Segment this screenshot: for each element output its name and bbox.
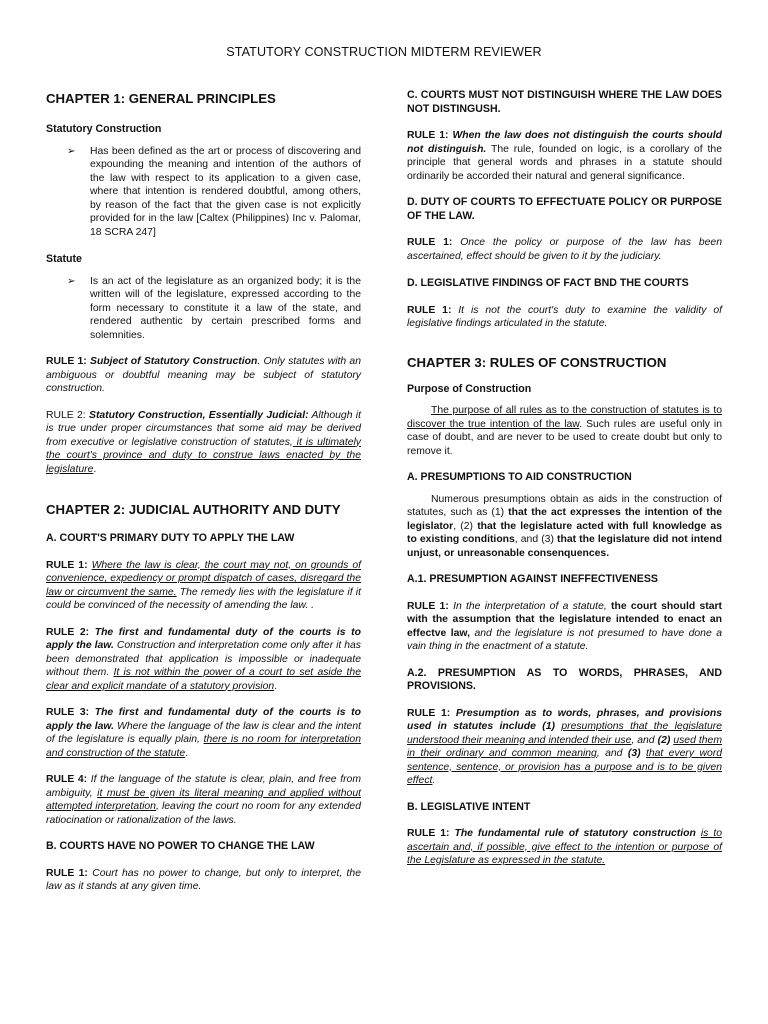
ch2-rule-4: RULE 4: If the language of the statute is clear, plain, and free from ambiguity, it must be given its literal meaning and applied without attempted interpretation, leaving the court no room for any extended ratiocination or rationalization of the laws. bbox=[46, 774, 361, 826]
arrow-bullet-icon: ➢ bbox=[67, 145, 76, 157]
ch3-section-a-heading: A. PRESUMPTIONS TO AID CONSTRUCTION bbox=[407, 471, 632, 483]
right-column bbox=[407, 84, 722, 868]
statutory-construction-heading: Statutory Construction bbox=[46, 123, 162, 135]
ch2-rule-3: RULE 3: The first and fundamental duty of the courts is to apply the law. Where the language of the law is clear and the intent of the legislature is equally plain, there is no room for interpretation and construction of the statute. bbox=[46, 707, 362, 759]
ch2-section-d-heading: D. DUTY OF COURTS TO EFFECTUATE POLICY OR PURPOSE OF THE LAW. bbox=[407, 196, 722, 222]
ch2-section-d2-heading: D. LEGISLATIVE FINDINGS OF FACT BND THE COURTS bbox=[407, 277, 689, 289]
ch3-section-a-text: Numerous presumptions obtain as aids in the construction of statutes, such as (1) that the act expresses the intention of the legislator, (2) that the legislature acted with full knowledge as to existing conditions, and (3) that the legislature did not intend unjust, or unreasonable consenquences. bbox=[407, 493, 722, 559]
ch3-section-b-heading: B. LEGISLATIVE INTENT bbox=[407, 800, 531, 813]
ch2-rule-1: RULE 1: Where the law is clear, the court may not, on grounds of convenience, expediency or prompt dispatch of cases, disregard the law or circumvent the same. The remedy lies with the legislature if it could be convinced of the necessity of amending the law. . bbox=[46, 559, 361, 611]
ch3-section-a2-rule-1: RULE 1: Presumption as to words, phrases, and provisions used in statutes include (1) presumptions that the legislature understood their meaning and intended their use, and (2) used them in their ordinary and common meaning, and (3) that every word sentence, sentence, or provision has a purpose and is to be given effect. bbox=[407, 707, 722, 786]
ch3-section-b-rule-1: RULE 1: The fundamental rule of statutory construction is to ascertain and, if possible, give effect to the intention or purpose of the Legislature as expressed in the statute. bbox=[407, 828, 722, 866]
statute-definition: ➢ Is an act of the legislature as an organized body; it is the written will of the legislature, expressed according to the form necessary to constitute it a law of the state, and rendered authentic by certain prescribed forms and solemnities. bbox=[67, 275, 361, 341]
statute-heading: Statute bbox=[46, 253, 82, 265]
ch1-rule-2: RULE 2: Statutory Construction, Essentially Judicial: Although it is true under proper circumstances that some aid may be derived from executive or legislative construction of statutes, it is ultimately the court's province and duty to construe laws enacted by the legislature. bbox=[46, 409, 362, 475]
ch2-section-b-rule-1: RULE 1: Court has no power to change, but only to interpret, the law as it stands at any given time. bbox=[46, 867, 361, 892]
ch3-section-a2-heading: A.2. PRESUMPTION AS TO WORDS, PHRASES, AND PROVISIONS. bbox=[407, 666, 722, 692]
statutory-construction-definition: ➢ Has been defined as the art or process of discovering and expounding the meaning and intention of the authors of the law with respect to its application to a given case, where that intention is rendered doubtful, among others, by reason of the fact that the given case is not explicitly provided for in the law [Caltex (Philippines) Inc v. Palomar, 18 SCRA 247] bbox=[67, 145, 361, 238]
ch2-section-d-rule-1: RULE 1: Once the policy or purpose of the law has been ascertained, effect should be given to it by the judiciary. bbox=[407, 237, 722, 262]
chapter-3-title: CHAPTER 3: RULES OF CONSTRUCTION bbox=[407, 354, 667, 370]
ch2-section-c-rule-1: RULE 1: When the law does not distinguish the courts should not distinguish. The rule, founded on logic, is a corollary of the principle that general words and phrases in a statute should ordinarily be accorded their natural and general significance. bbox=[407, 130, 722, 182]
ch3-section-a1-heading: A.1. PRESUMPTION AGAINST INEFFECTIVENESS bbox=[407, 573, 658, 585]
ch2-section-d2-rule-1: RULE 1: It is not the court's duty to examine the validity of legislative findings articulated in the statute. bbox=[407, 304, 722, 329]
chapter-2-title: CHAPTER 2: JUDICIAL AUTHORITY AND DUTY bbox=[46, 502, 341, 517]
ch2-rule-2: RULE 2: The first and fundamental duty of the courts is to apply the law. Construction and interpretation come only after it has been demonstrated that application is impossible or inadequate without them. It is not within the power of a court to set aside the clear and explicit mandate of a statutory provision. bbox=[46, 626, 361, 692]
ch2-section-b-heading: B. COURTS HAVE NO POWER TO CHANGE THE LAW bbox=[46, 840, 315, 852]
ch2-section-a-heading: A. COURT'S PRIMARY DUTY TO APPLY THE LAW bbox=[46, 532, 295, 544]
ch1-rule-1: RULE 1: Subject of Statutory Construction. Only statutes with an ambiguous or doubtful meaning may be subject of statutory construction. bbox=[46, 356, 361, 394]
arrow-bullet-icon: ➢ bbox=[67, 275, 76, 287]
ch2-section-c-heading: C. COURTS MUST NOT DISTINGUISH WHERE THE LAW DOES NOT DISTINGUSH. bbox=[407, 89, 722, 115]
page-title: STATUTORY CONSTRUCTION MIDTERM REVIEWER bbox=[226, 45, 542, 59]
purpose-of-construction-text: The purpose of all rules as to the construction of statutes is to discover the true intention of the law. Such rules are useful only in case of doubt, and are never to be used to create doubt but only to remove it. bbox=[407, 405, 722, 457]
purpose-of-construction-heading: Purpose of Construction bbox=[407, 382, 532, 395]
ch3-section-a1-rule-1: RULE 1: In the interpretation of a statute, the court should start with the assumption that the legislature intended to enact an effectve law, and the legislature is not presumed to have done a vain thing in the enactment of a statute. bbox=[407, 600, 722, 652]
left-column bbox=[46, 84, 361, 894]
chapter-1-title: CHAPTER 1: GENERAL PRINCIPLES bbox=[46, 91, 276, 106]
